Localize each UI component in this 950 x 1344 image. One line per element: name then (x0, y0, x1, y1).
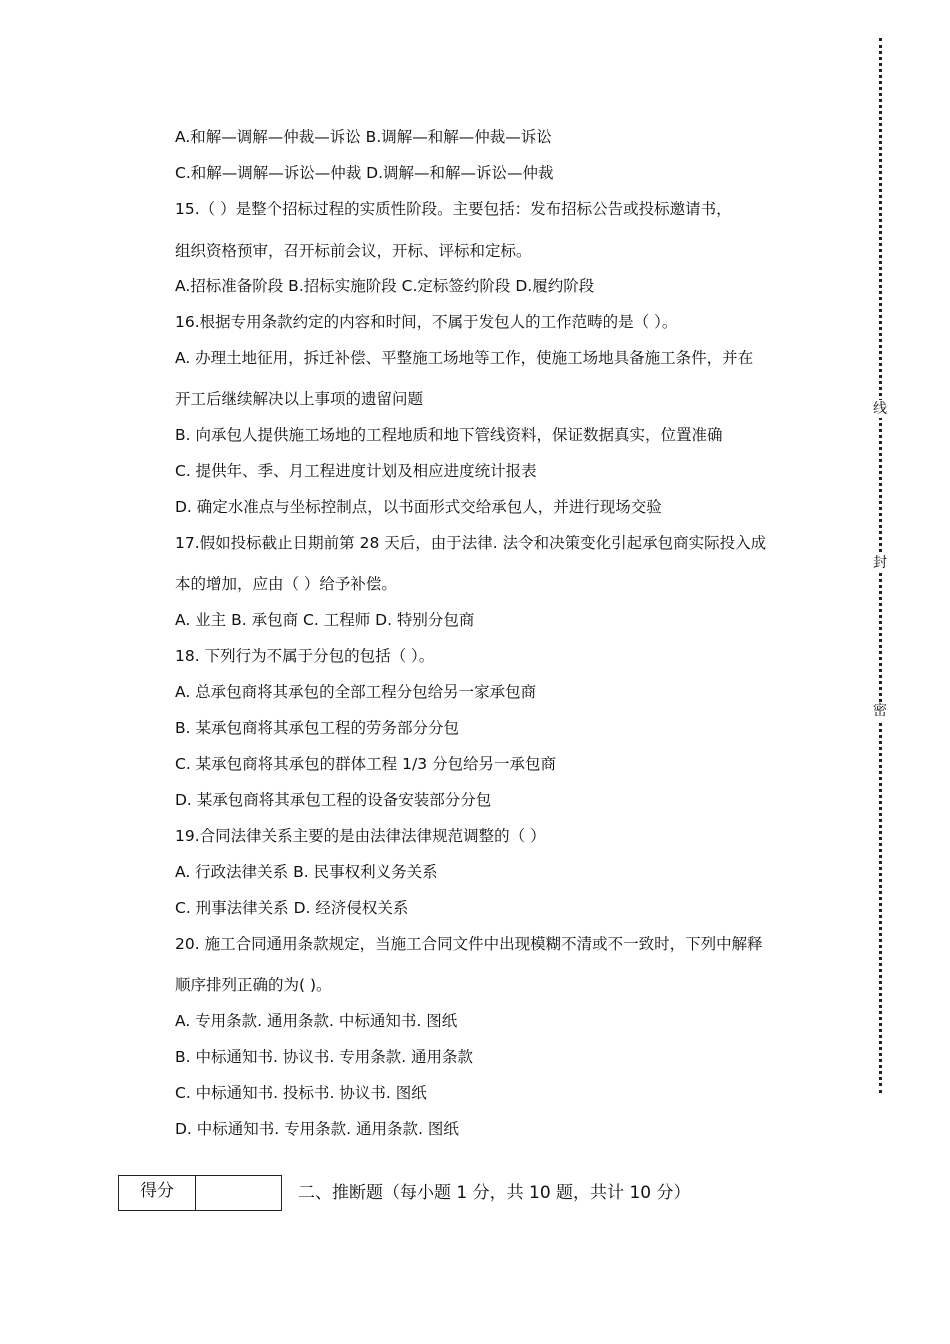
question-18-option-c: C. 某承包商将其承包的群体工程 1/3 分包给另一承包商 (175, 755, 556, 773)
question-16-stem: 16.根据专用条款约定的内容和时间，不属于发包人的工作范畴的是（ ）。 (175, 313, 678, 331)
question-20-option-b: B. 中标通知书. 协议书. 专用条款. 通用条款 (175, 1048, 474, 1066)
question-16-option-d: D. 确定水准点与坐标控制点，以书面形式交给承包人，并进行现场交验 (175, 498, 662, 516)
question-20-stem-cont: 顺序排列正确的为( )。 (175, 976, 332, 994)
question-17-stem-cont: 本的增加，应由（ ）给予补偿。 (175, 575, 397, 593)
question-19-options-ab: A. 行政法律关系 B. 民事权利义务关系 (175, 863, 438, 881)
section-title: 二、推断题（每小题 1 分，共 10 题，共计 10 分） (298, 1183, 691, 1203)
question-16-option-b: B. 向承包人提供施工场地的工程地质和地下管线资料，保证数据真实，位置准确 (175, 426, 723, 444)
question-18-option-d: D. 某承包商将其承包工程的设备安装部分分包 (175, 791, 492, 809)
seal-char-xian: 线 (870, 400, 890, 418)
question-18-option-b: B. 某承包商将其承包工程的劳务部分分包 (175, 719, 459, 737)
score-box (118, 1175, 282, 1211)
question-15-stem: 15.（ ）是整个招标过程的实质性阶段。主要包括：发布招标公告或投标邀请书， (175, 200, 732, 218)
seal-char-mi: 密 (870, 702, 890, 720)
question-18-option-a: A. 总承包商将其承包的全部工程分包给另一家承包商 (175, 683, 537, 701)
question-20-option-c: C. 中标通知书. 投标书. 协议书. 图纸 (175, 1084, 427, 1102)
seal-char-feng: 封 (870, 554, 890, 572)
score-label: 得分 (119, 1176, 196, 1211)
question-20-option-d: D. 中标通知书. 专用条款. 通用条款. 图纸 (175, 1120, 459, 1138)
score-value-cell[interactable] (196, 1176, 282, 1211)
question-16-option-a-cont: 开工后继续解决以上事项的遗留问题 (175, 390, 424, 408)
question-15-stem-cont: 组织资格预审，召开标前会议，开标、评标和定标。 (175, 242, 532, 260)
option-line-14-cd: C.和解—调解—诉讼—仲裁 D.调解—和解—诉讼—仲裁 (175, 164, 554, 182)
question-15-options: A.招标准备阶段 B.招标实施阶段 C.定标签约阶段 D.履约阶段 (175, 277, 595, 295)
question-19-options-cd: C. 刑事法律关系 D. 经济侵权关系 (175, 899, 409, 917)
question-17-stem: 17.假如投标截止日期前第 28 天后，由于法律. 法令和决策变化引起承包商实际投入成 (175, 534, 767, 552)
question-20-stem: 20. 施工合同通用条款规定，当施工合同文件中出现模糊不清或不一致时，下列中解释 (175, 935, 763, 953)
question-20-option-a: A. 专用条款. 通用条款. 中标通知书. 图纸 (175, 1012, 458, 1030)
option-line-14-ab: A.和解—调解—仲裁—诉讼 B.调解—和解—仲裁—诉讼 (175, 128, 552, 146)
question-16-option-a: A. 办理土地征用，拆迁补偿、平整施工场地等工作，使施工场地具备施工条件，并在 (175, 349, 754, 367)
question-18-stem: 18. 下列行为不属于分包的包括（ ）。 (175, 647, 435, 665)
question-19-stem: 19.合同法律关系主要的是由法律法律规范调整的（ ） (175, 827, 546, 845)
question-16-option-c: C. 提供年、季、月工程进度计划及相应进度统计报表 (175, 462, 537, 480)
question-17-options: A. 业主 B. 承包商 C. 工程师 D. 特别分包商 (175, 611, 475, 629)
